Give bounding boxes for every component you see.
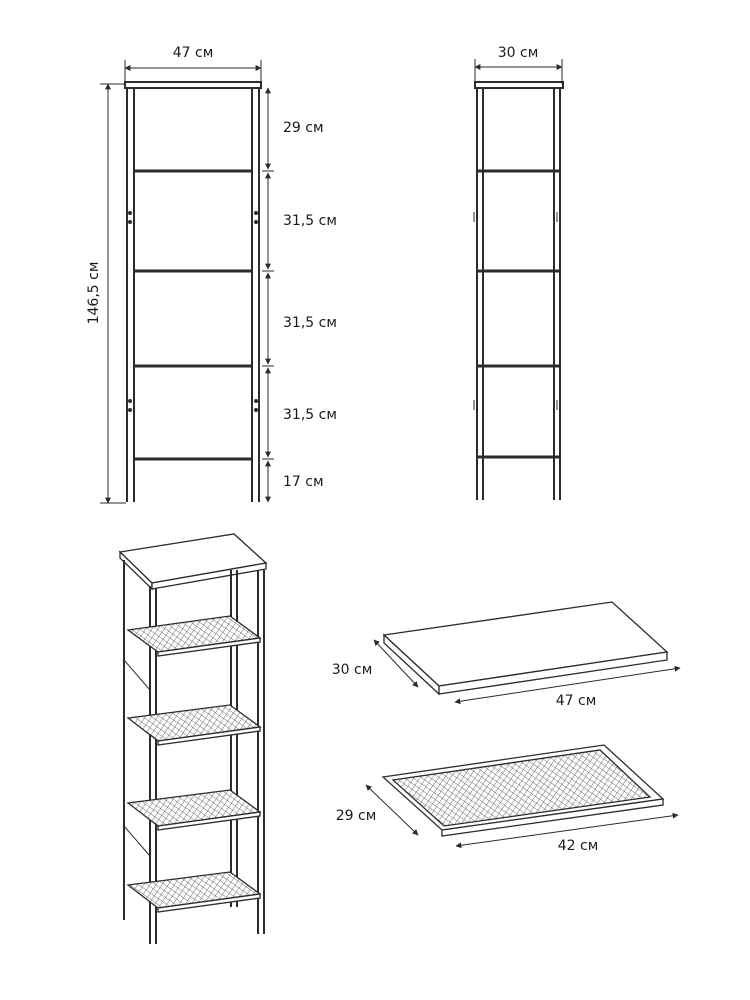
front-height-dimension (86, 84, 126, 503)
top-board-depth-label: 30 см (331, 662, 373, 678)
side-depth-label: 30 см (497, 45, 539, 61)
mesh-shelf-depth-label: 29 см (335, 808, 377, 824)
gap-bottom-label: 17 см (283, 474, 324, 490)
gap-2-label: 31,5 см (283, 213, 337, 229)
front-height-label: 146,5 см (86, 261, 102, 325)
top-board-part (332, 602, 680, 709)
side-depth-dimension (475, 45, 562, 84)
front-width-label: 47 см (172, 45, 214, 61)
mesh-shelf-3 (128, 790, 260, 830)
side-view (474, 45, 563, 500)
mesh-shelf-part (336, 745, 678, 854)
top-board-width-label: 47 см (555, 693, 597, 709)
front-view (86, 45, 337, 503)
gap-3-label: 31,5 см (283, 315, 337, 331)
front-width-dimension (125, 45, 261, 84)
side-frame (474, 82, 563, 500)
mesh-shelf-4 (128, 872, 260, 912)
mesh-shelf-1 (128, 616, 260, 656)
gap-4-label: 31,5 см (283, 407, 337, 423)
gap-top-label: 29 см (283, 120, 324, 136)
mesh-shelf-width-label: 42 см (557, 838, 599, 854)
mesh-shelf-2 (128, 705, 260, 745)
front-gap-dimensions (262, 88, 337, 502)
assembled-shelf-isometric (120, 534, 266, 944)
front-frame (125, 82, 261, 502)
